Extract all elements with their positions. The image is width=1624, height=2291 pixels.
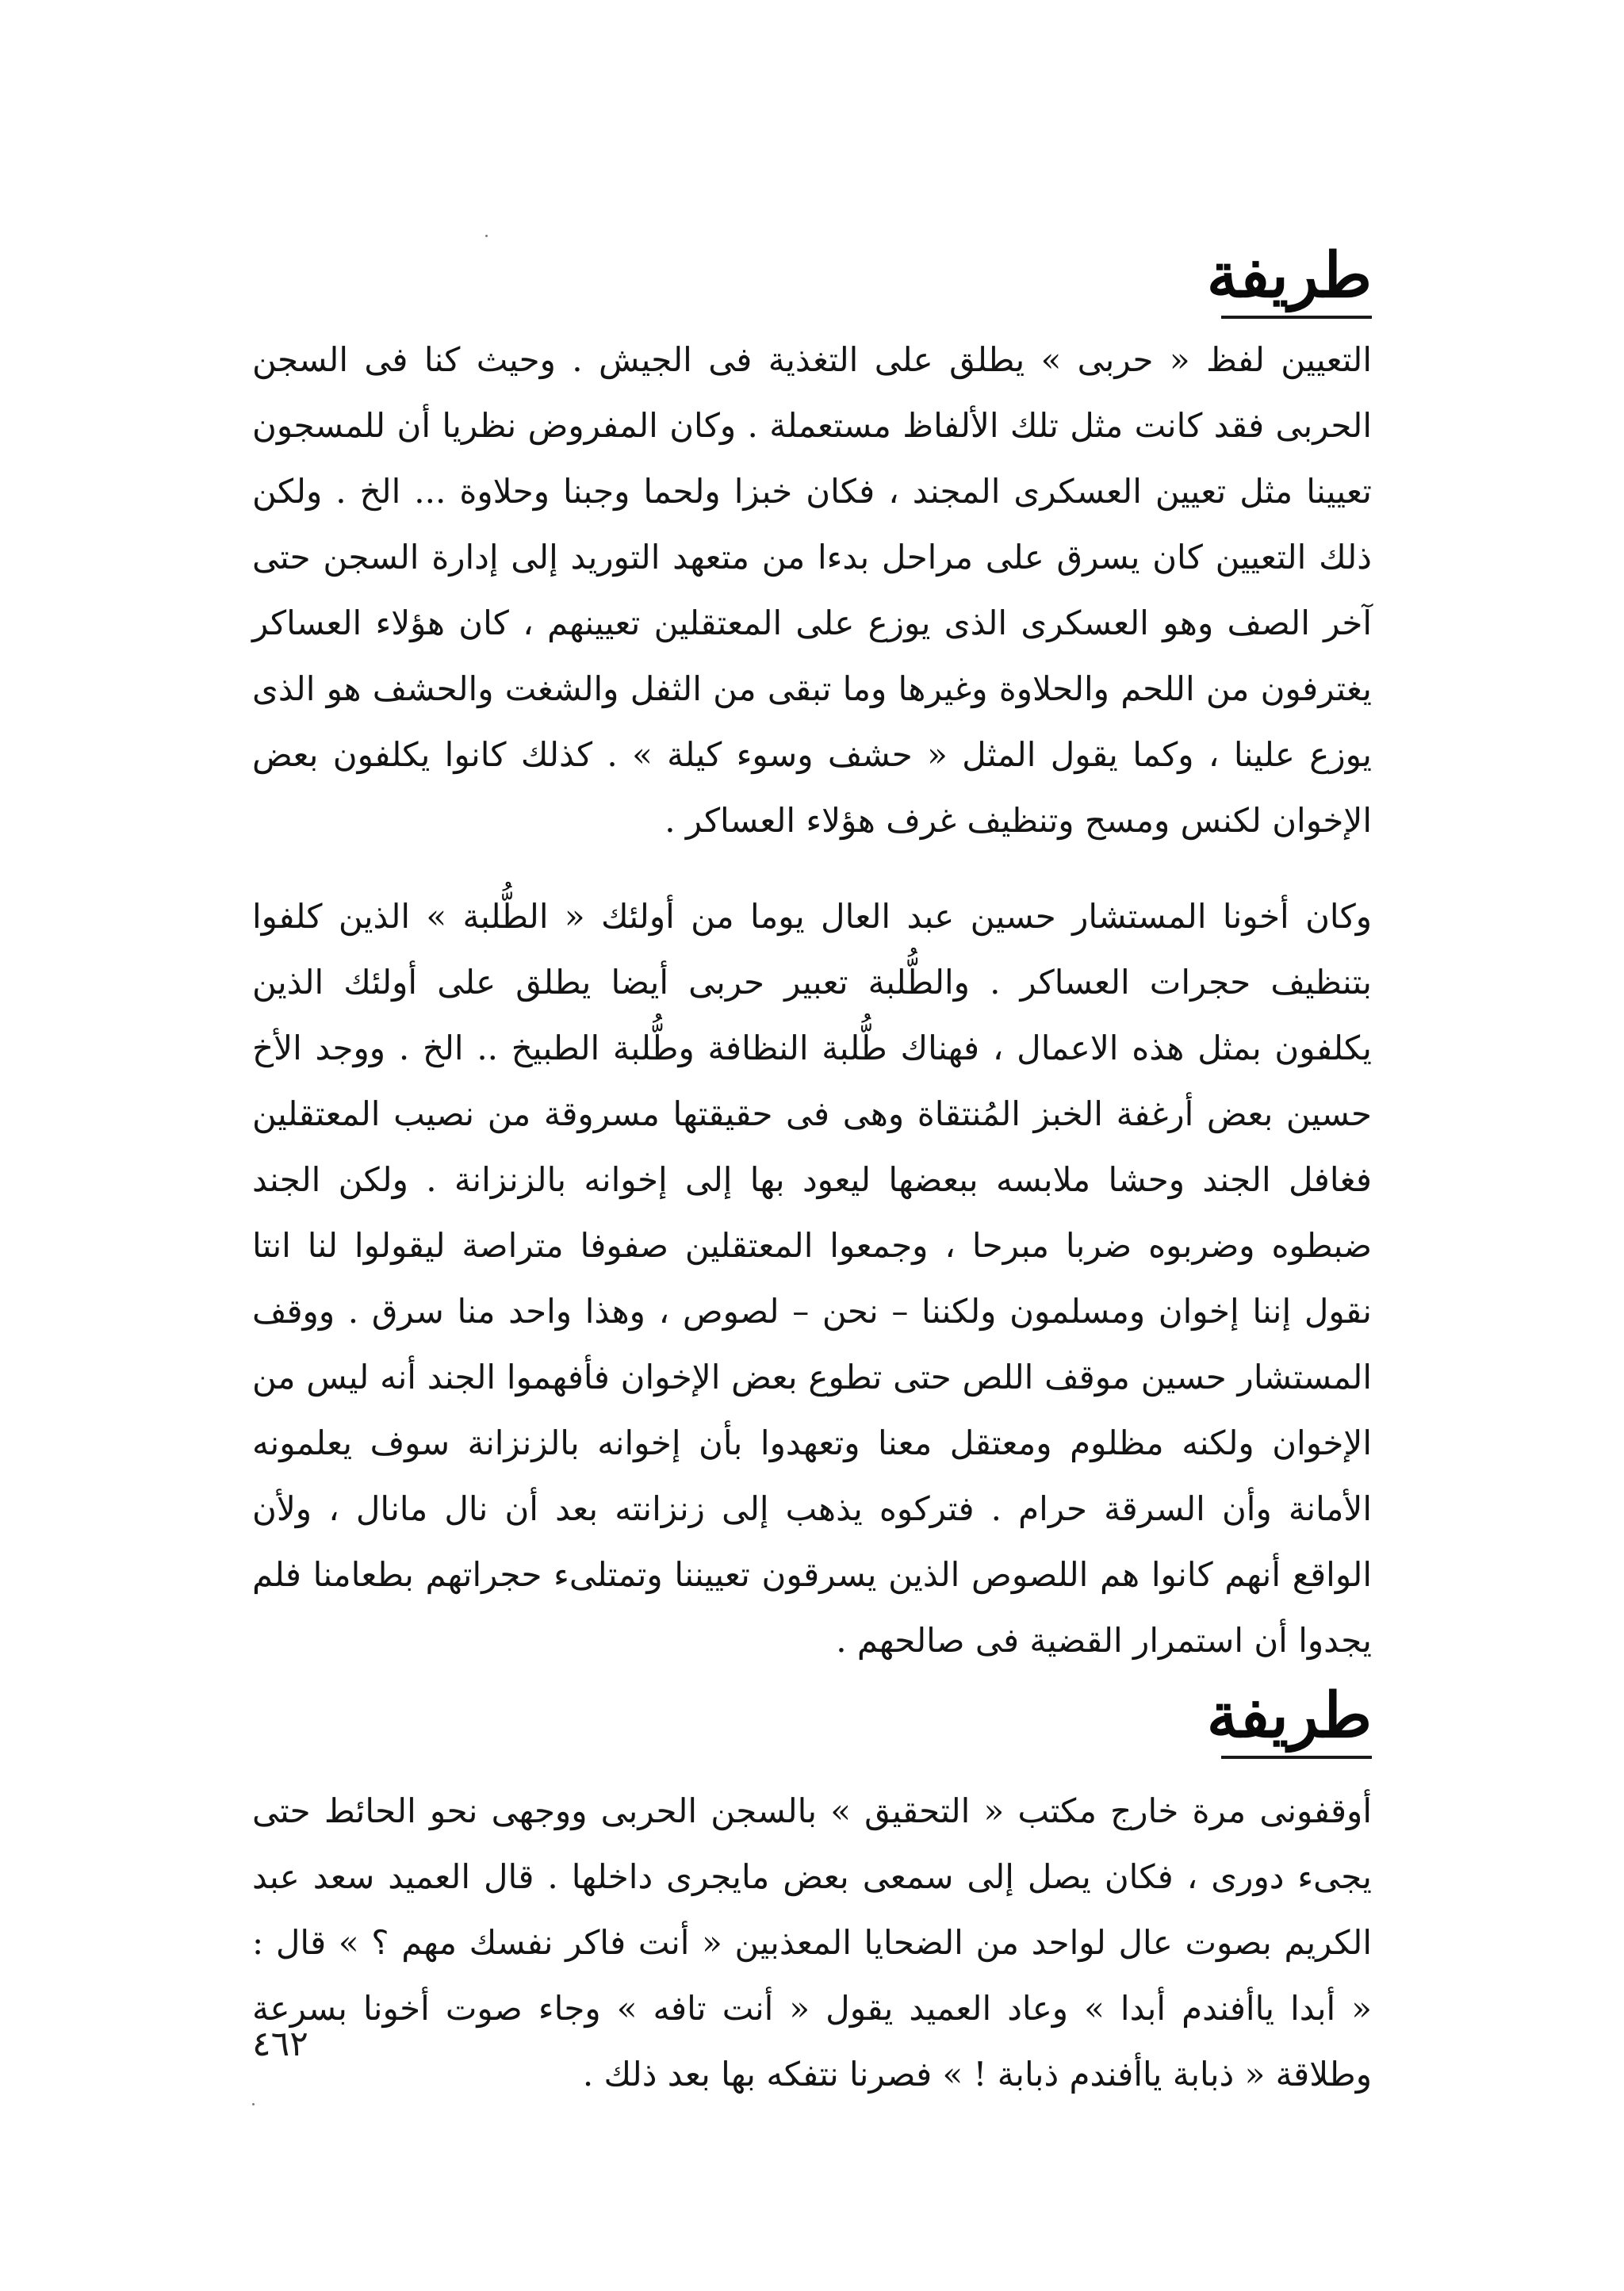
body-paragraph: أوقفونى مرة خارج مكتب « التحقيق » بالسجن الحربى ووجهى نحو الحائط حتى يجىء دورى ، فكان يصل إلى سمعى بعض مايجرى داخلها . قال العميد سعد عبد الكريم بصوت عال لواحد من الضحايا المعذبين « أنت فاكر نفسك مهم ؟ » قال : « أبدا ياأفندم أبدا » وعاد العميد يقول « أنت تافه » وجاء صوت أخونا بسرعة وطلاقة « ذبابة ياأفندم ذبابة ! » فصرنا نتفكه بها بعد ذلك .	[252, 1791, 1372, 2094]
heading-underline	[1221, 316, 1372, 319]
page-number: ٤٦٢	[252, 2024, 308, 2064]
section-heading: طريفة	[1206, 1680, 1372, 1752]
body-paragraph: التعيين لفظ « حربى » يطلق على التغذية فى الجيش . وحيث كنا فى السجن الحربى فقد كانت مثل تلك الألفاظ مستعملة . وكان المفروض نظريا أن للمسجون تعيينا مثل تعيين العسكرى المجند ، فكان خبزا ولحما وجبنا وحلاوة ... الخ . ولكن ذلك التعيين كان يسرق على مراحل بدءا من متعهد التوريد إلى إدارة السجن حتى آخر الصف وهو العسكرى الذى يوزع على المعتقلين تعيينهم ، كان هؤلاء العساكر يغترفون من اللحم والحلاوة وغيرها وما تبقى من الثفل والشغت والحشف هو الذى يوزع علينا ، وكما يقول المثل « حشف وسوء كيلة » . كذلك كانوا يكلفون بعض الإخوان لكنس ومسح وتنظيف غرف هؤلاء العساكر .	[252, 340, 1372, 840]
paragraph-gap	[252, 853, 1372, 883]
section-heading: طريفة	[1206, 239, 1372, 312]
section-heading-block	[252, 238, 1372, 327]
paragraph-gap	[252, 1767, 1372, 1778]
heading-underline	[1221, 1756, 1372, 1759]
scan-speck	[485, 235, 488, 237]
text-column	[252, 238, 1372, 2107]
body-paragraph: وكان أخونا المستشار حسين عبد العال يوما من أولئك « الطُّلبة » الذين كلفوا بتنظيف حجرات العساكر . والطُّلبة تعبير حربى أيضا يطلق على أولئك الذين يكلفون بمثل هذه الاعمال ، فهناك طُّلبة النظافة وطُّلبة الطبيخ .. الخ . ووجد الأخ حسين بعض أرغفة الخبز المُنتقاة وهى فى حقيقتها مسروقة من نصيب المعتقلين فغافل الجند وحشا ملابسه ببعضها ليعود بها إلى إخوانه بالزنزانة . ولكن الجند ضبطوه وضربوه ضربا مبرحا ، وجمعوا المعتقلين صفوفا متراصة ليقولوا لنا انتا نقول إننا إخوان ومسلمون ولكننا – نحن – لصوص ، وهذا واحد منا سرق . ووقف المستشار حسين موقف اللص حتى تطوع بعض الإخوان فأفهموا الجند أنه ليس من الإخوان ولكنه مظلوم ومعتقل معنا وتعهدوا بأن إخوانه بالزنزانة سوف يعلمونه الأمانة وأن السرقة حرام . فتركوه يذهب إلى زنزانته بعد أن نال مانال ، ولأن الواقع أنهم كانوا هم اللصوص الذين يسرقون تعييننا وتمتلىء حجراتهم بطعامنا فلم يجدوا أن استمرار القضية فى صالحهم .	[252, 897, 1372, 1660]
section-heading-block	[252, 1678, 1372, 1767]
